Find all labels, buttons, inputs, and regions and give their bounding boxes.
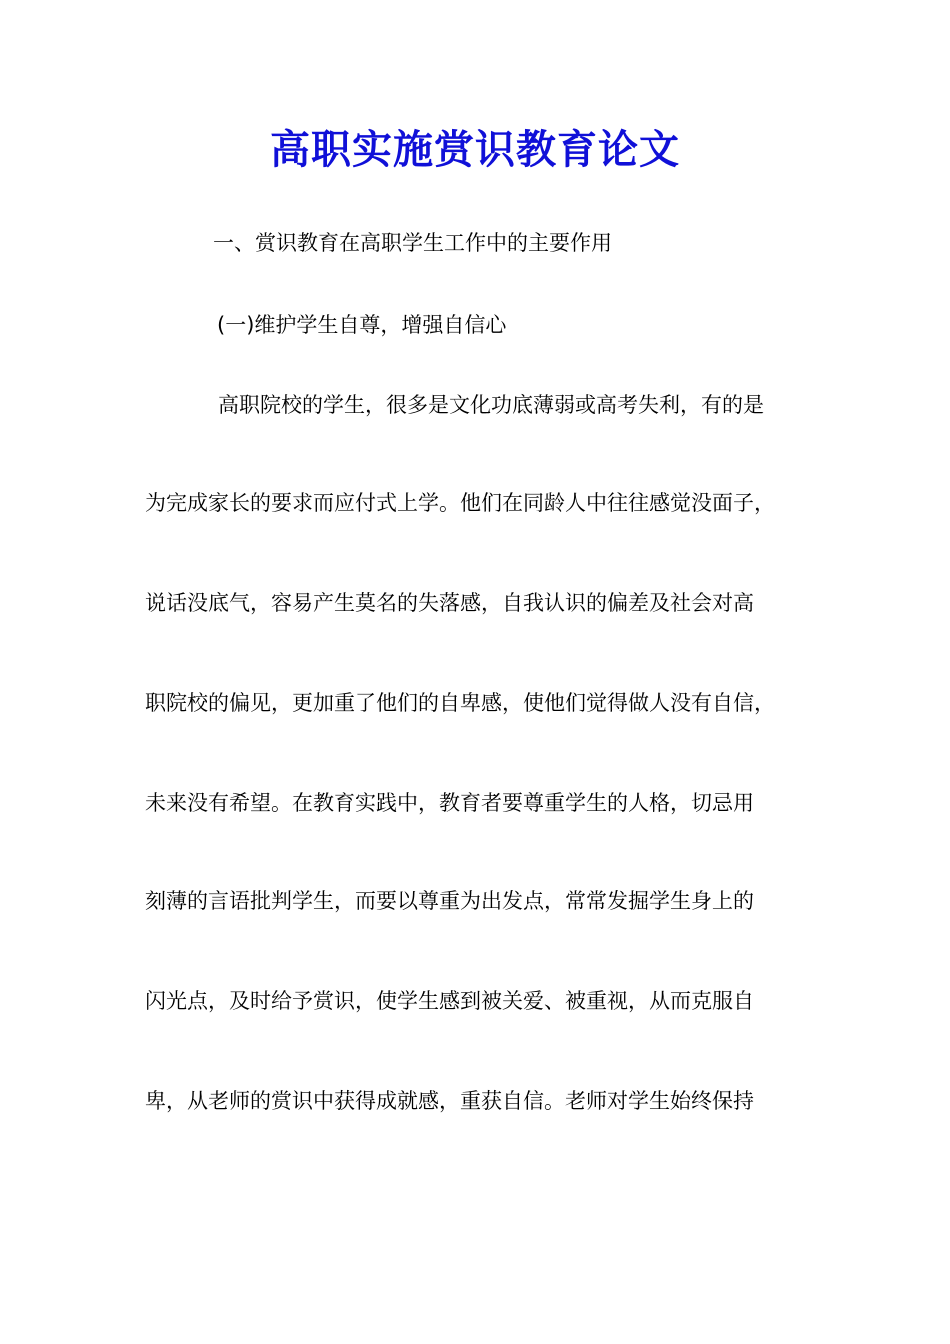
paragraph-line: 未来没有希望。在教育实践中，教育者要尊重学生的人格，切忌用 [145, 791, 754, 815]
paragraph-line: 高职院校的学生，很多是文化功底薄弱或高考失利，有的是 [218, 393, 764, 417]
paragraph-line: 说话没底气，容易产生莫名的失落感，自我认识的偏差及社会对高 [145, 591, 754, 615]
paragraph-line: 为完成家长的要求而应付式上学。他们在同龄人中往往感觉没面子， [145, 491, 775, 515]
paragraph-line: 卑，从老师的赏识中获得成就感，重获自信。老师对学生始终保持 [145, 1089, 754, 1113]
subsection-heading: (一)维护学生自尊，增强自信心 [217, 313, 507, 337]
section-heading: 一、赏识教育在高职学生工作中的主要作用 [213, 231, 612, 255]
paragraph-line: 职院校的偏见，更加重了他们的自卑感，使他们觉得做人没有自信， [145, 691, 775, 715]
paragraph-line: 刻薄的言语批判学生，而要以尊重为出发点，常常发掘学生身上的 [145, 889, 754, 913]
document-title: 高职实施赏识教育论文 [270, 126, 680, 173]
paragraph-line: 闪光点，及时给予赏识，使学生感到被关爱、被重视，从而克服自 [145, 989, 754, 1013]
